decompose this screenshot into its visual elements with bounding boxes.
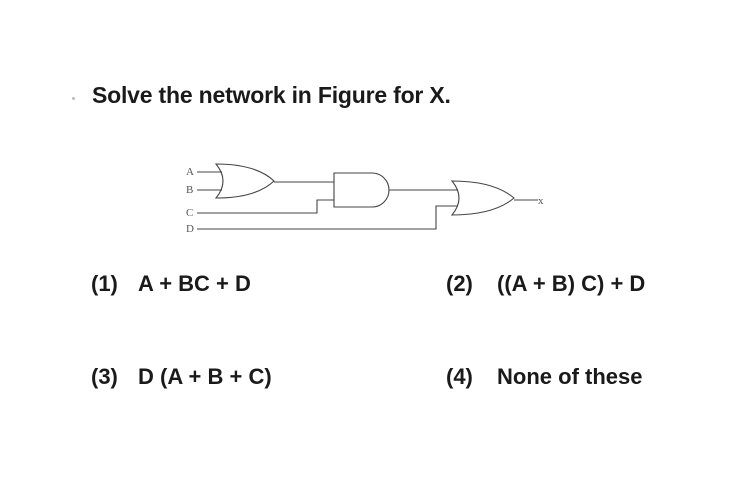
or-gate-2 xyxy=(452,181,514,215)
option-2[interactable] xyxy=(446,271,645,297)
wire-c xyxy=(197,200,334,213)
output-label-x: x xyxy=(538,195,544,207)
option-3-text: D (A + B + C) xyxy=(138,364,272,389)
input-label-a: A xyxy=(186,166,194,178)
logic-circuit-diagram xyxy=(180,160,560,240)
or-gate-1 xyxy=(216,164,274,198)
option-1-number: (1) xyxy=(91,271,118,296)
and-gate xyxy=(334,173,389,207)
option-2-text: ((A + B) C) + D xyxy=(497,271,646,296)
input-label-b: B xyxy=(186,184,194,196)
option-3[interactable] xyxy=(91,364,272,390)
wire-d xyxy=(197,206,458,229)
option-4[interactable] xyxy=(446,364,642,390)
bullet-dot xyxy=(72,97,75,100)
option-4-number: (4) xyxy=(446,364,473,389)
option-4-text: None of these xyxy=(497,364,643,389)
input-label-c: C xyxy=(186,207,194,219)
option-1[interactable] xyxy=(91,271,251,297)
question-text: Solve the network in Figure for X. xyxy=(92,82,451,108)
option-3-number: (3) xyxy=(91,364,118,389)
input-label-d: D xyxy=(186,223,194,235)
option-2-number: (2) xyxy=(446,271,473,296)
option-1-text: A + BC + D xyxy=(138,271,251,296)
